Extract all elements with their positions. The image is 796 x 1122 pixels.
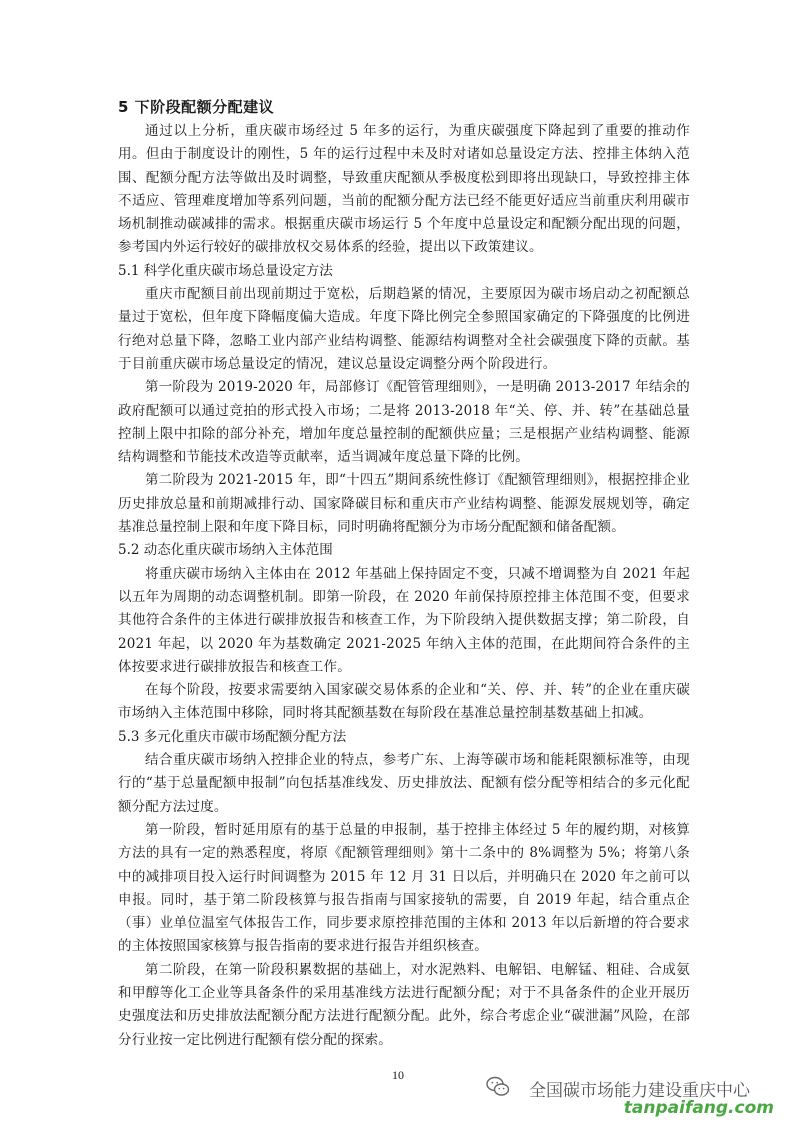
section-5-intro: 通过以上分析，重庆碳市场经过 5 年多的运行，为重庆碳强度下降起到了重要的推动作用。但由于制度设计的刚性，5 年的运行过程中未及时对诸如总量设定方法、控排主体纳入范围、配额分配方法等做出及时调整，导致重庆配额从季极度松到即将出现缺口，导致控排主体不适应、管理难度增加等系列问题，当前的配额分配方法已经不能更好适应当前重庆利用碳市场机制推动碳减排的需求。根据重庆碳市场运行 5 个年度中总量设定和配额分配出现的问题，参考国内外运行较好的碳排放权交易体系的经验，提出以下政策建议。	[118, 123, 690, 256]
section-5-3-paragraph-1: 结合重庆碳市场纳入控排企业的特点，参考广东、上海等碳市场和能耗限额标准等，由现行的“基于总量配额申报制”向包括基准线发、历史排放法、配额有偿分配等相结合的多元化配额分配方法过度。	[118, 752, 690, 815]
section-5-3-heading: 5.3 多元化重庆市碳市场配额分配方法	[118, 728, 347, 745]
section-5-1-paragraph-2: 第一阶段为 2019-2020 年，局部修订《配管管理细则》，一是明确 2013-2017 年结余的政府配额可以通过竞拍的形式投入市场；二是将 2013-2018 年“关、停、并、转”在基础总量控制上限中扣除的部分补充，增加年度总量控制的配额供应量；三是根据产业结构调整、能源结构调整和节能技术改造等贡献率，适当调减年度总量下降的比例。	[118, 379, 690, 466]
page-number: 10	[392, 1068, 404, 1082]
document-body	[118, 96, 690, 1052]
section-5-1-paragraph-1: 重庆市配额目前出现前期过于宽松，后期趋紧的情况，主要原因为碳市场启动之初配额总量过于宽松，但年度下降幅度偏大造成。年度下降比例完全参照国家确定的下降强度的比例进行绝对总量下降，忽略工业内部产业结构调整、能源结构调整对全社会碳强度下降的贡献。基于目前重庆碳市场总量设定的情况，建议总量设定调整分两个阶段进行。	[118, 286, 690, 372]
section-5-1-paragraph-3: 第二阶段为 2021-2015 年，即“十四五”期间系统性修订《配额管理细则》，根据控排企业历史排放总量和前期减排行动、国家降碳目标和重庆市产业结构调整、能源发展规划等，确定基准总量控制上限和年度下降目标，同时明确将配额分为市场分配配额和储备配额。	[118, 472, 690, 536]
watermark-text: 全国碳市场能力建设重庆中心	[529, 1081, 750, 1101]
watermark-site: tanpaifang.com	[623, 1098, 774, 1118]
watermark	[478, 1074, 778, 1118]
section-5-heading: 5 下阶段配额分配建议	[118, 98, 275, 116]
section-5-3-paragraph-3: 第二阶段，在第一阶段积累数据的基础上，对水泥熟料、电解铝、电解锰、粗硅、合成氨和甲醇等化工企业等具备条件的采用基准线方法进行配额分配；对于不具备条件的企业开展历史强度法和历史排放法配额分配方法进行配额分配。此外，综合考虑企业“碳泄漏”风险，在部分行业按一定比例进行配额有偿分配的探索。	[118, 961, 690, 1048]
section-5-1-heading: 5.1 科学化重庆碳市场总量设定方法	[118, 262, 333, 279]
section-5-2-paragraph-1: 将重庆碳市场纳入主体由在 2012 年基础上保持固定不变，只减不增调整为自 2021 年起以五年为周期的动态调整机制。即第一阶段，在 2020 年前保持原控排主体范围不变，但要求其他符合条件的主体进行碳排放报告和核查工作，为下阶段纳入提供数据支撑；第二阶段，自 2021 年起，以 2020 年为基数确定 2021-2025 年纳入主体的范围，在此期间符合条件的主体按要求进行碳排放报告和核查工作。	[118, 565, 690, 675]
section-5-2-paragraph-2: 在每个阶段，按要求需要纳入国家碳交易体系的企业和“关、停、并、转”的企业在重庆碳市场纳入主体范围中移除，同时将其配额基数在每阶段在基准总量控制基数基础上扣减。	[118, 682, 690, 722]
section-5-3-paragraph-2: 第一阶段，暂时延用原有的基于总量的申报制，基于控排主体经过 5 年的履约期，对核算方法的具有一定的熟悉程度，将原《配额管理细则》第十二条中的 8%调整为 5%；将第八条中的减排项目投入运行时间调整为 2015 年 12 月 31 日以后，并明确只在 2020 年之前可以申报。同时，基于第二阶段核算与报告指南与国家接轨的需要，自 2019 年起，结合重点企（事）业单位温室气体报告工作，同步要求原控排范围的主体和 2013 年以后新增的符合要求的主体按照国家核算与报告指南的要求进行报告并组织核查。	[118, 821, 690, 955]
wechat-icon	[486, 1076, 510, 1098]
section-5-2-heading: 5.2 动态化重庆碳市场纳入主体范围	[118, 542, 333, 559]
